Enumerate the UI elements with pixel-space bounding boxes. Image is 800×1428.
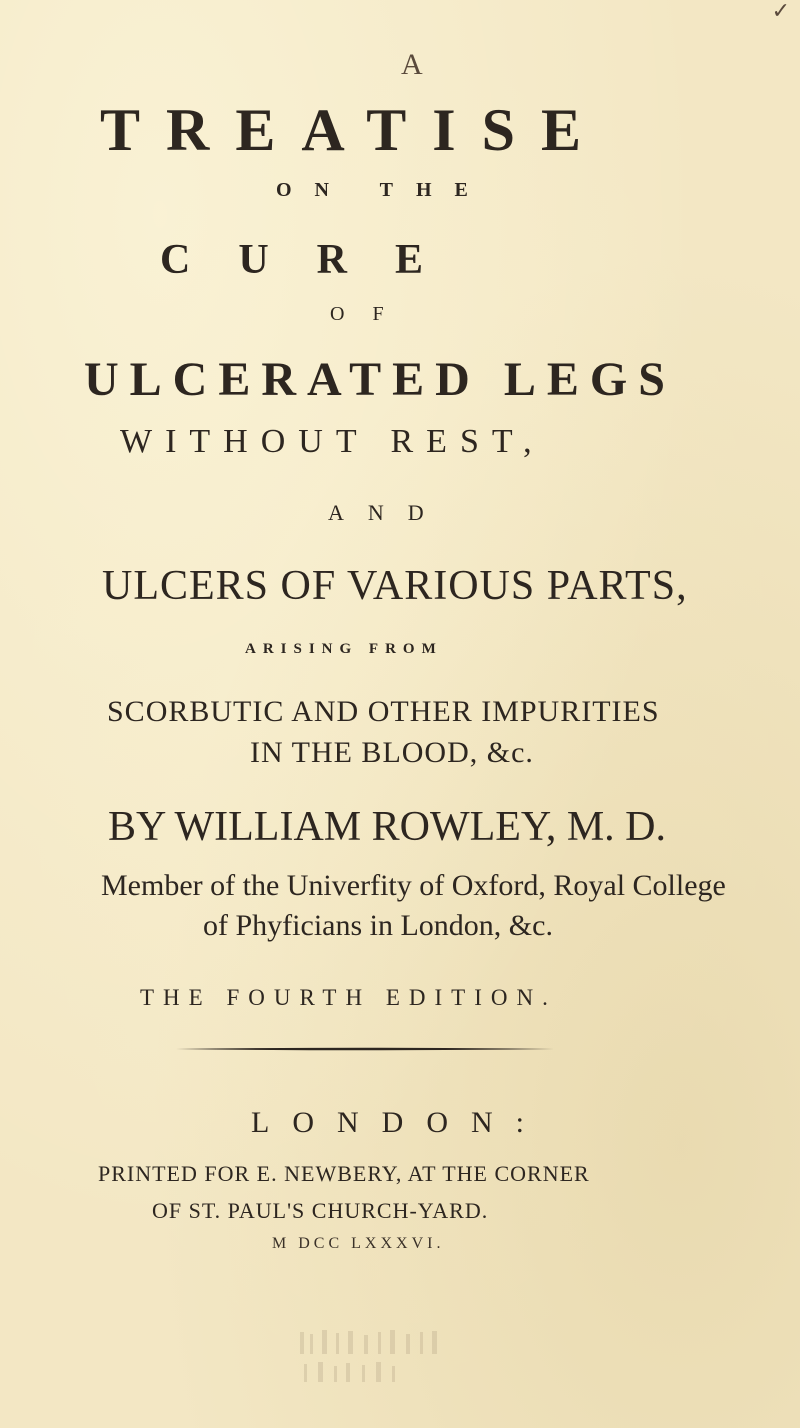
title-ulcerated-legs: ULCERATED LEGS [84, 353, 676, 406]
author-credentials-line-2: of Phyficians in London, &c. [203, 909, 553, 942]
bleed-through-marks [300, 1330, 437, 1382]
title-of: OF [330, 303, 412, 325]
author-line: BY WILLIAM ROWLEY, M. D. [108, 804, 667, 850]
title-cure: CURE [160, 237, 472, 283]
title-treatise: TREATISE [100, 97, 608, 163]
title-scorbutic-impurities: SCORBUTIC AND OTHER IMPURITIES [107, 695, 660, 728]
edition-statement: THE FOURTH EDITION. [140, 985, 557, 1010]
bleed-through-stain [300, 1330, 480, 1390]
imprint-printer-line-1: PRINTED FOR E. NEWBERY, AT THE CORNER [98, 1161, 590, 1186]
title-ulcers-various-parts: ULCERS OF VARIOUS PARTS, [102, 563, 688, 609]
imprint-city: LONDON: [251, 1106, 547, 1139]
title-in-the-blood: IN THE BLOOD, &c. [250, 736, 534, 769]
corner-tick-mark: ✓ [771, 0, 790, 23]
imprint-date: M DCC LXXXVI. [272, 1235, 445, 1252]
article-a: A [401, 48, 423, 81]
title-arising-from: ARISING FROM [245, 641, 443, 657]
title-and: AND [328, 500, 448, 525]
title-without-rest: WITHOUT REST, [120, 423, 545, 460]
author-credentials-line-1: Member of the Univerfity of Oxford, Royal College [101, 869, 726, 902]
imprint-printer-line-2: OF ST. PAUL'S CHURCH-YARD. [152, 1198, 489, 1223]
decorative-rule [176, 1046, 554, 1052]
title-on-the: ON THE [276, 179, 491, 201]
rule-line [176, 1048, 554, 1051]
